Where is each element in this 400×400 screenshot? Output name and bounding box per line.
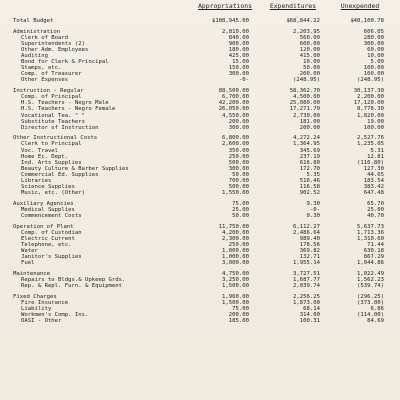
appropriation-value: 425.00 — [228, 53, 249, 60]
appropriation-value: 1,500.00 — [222, 300, 249, 306]
unexpended-value: 84.69 — [367, 318, 384, 325]
expenditure-value: 4,272.24 — [293, 135, 320, 142]
row-label: Libraries — [21, 178, 52, 185]
unexpended-value: 1,820.00 — [357, 112, 384, 119]
row-label: Voc. Travel — [21, 147, 59, 154]
row-label: Clerk of Board — [21, 34, 69, 41]
unexpended-value: 383.42 — [363, 184, 384, 191]
unexpended-value: 1,310.60 — [357, 235, 384, 242]
unexpended-value: $40,100.78 — [350, 18, 384, 24]
expenditure-value: 68.14 — [303, 306, 320, 313]
appropriation-value: 250.00 — [228, 153, 249, 160]
expenditure-value: 200.00 — [299, 124, 320, 131]
expenditure-value: 25,080.00 — [289, 100, 320, 107]
expenditure-value: 17,271.70 — [289, 106, 320, 113]
expenditure-value: 2,486.64 — [293, 229, 320, 236]
appropriation-value: 200.00 — [228, 312, 249, 319]
unexpended-value: 12.81 — [367, 153, 384, 160]
unexpended-value: 867.29 — [363, 254, 384, 261]
row-label: Water — [21, 248, 38, 255]
unexpended-value: 2,527.76 — [357, 135, 384, 142]
appropriation-value: 1,000.00 — [222, 248, 249, 255]
row-label: Other Expenses — [21, 77, 69, 84]
unexpended-value: 65.70 — [367, 200, 384, 207]
appropriation-value: -0- — [238, 77, 249, 84]
unexpended-value: 5.00 — [370, 59, 384, 66]
appropriation-value: 1,550.00 — [222, 190, 249, 197]
expenditure-value: 50.00 — [303, 65, 320, 72]
appropriation-value: 150.00 — [228, 65, 249, 72]
row-label: Comp. of Treasurer — [21, 71, 82, 78]
appropriation-value: 700.00 — [228, 178, 249, 185]
row-label: Superintendents (2) — [21, 40, 85, 47]
appropriation-value: 4,550.00 — [222, 112, 249, 119]
row-label: Substitute Teachers — [21, 118, 85, 125]
budget-row — [0, 18, 400, 24]
unexpended-value: 100.00 — [363, 71, 384, 78]
unexpended-value: 647.48 — [363, 190, 384, 197]
expenditure-value: 516.46 — [299, 178, 320, 185]
row-label: Fuel — [21, 260, 35, 267]
budget-table — [0, 18, 400, 324]
expenditure-value: 600.00 — [299, 40, 320, 47]
unexpended-value: 25.00 — [367, 207, 384, 213]
row-label: Home Ec. Dept. — [21, 153, 69, 160]
expenditure-value: 132.71 — [299, 254, 320, 261]
appropriation-value: 300.00 — [228, 124, 249, 131]
budget-row — [0, 213, 400, 219]
appropriation-value: 900.00 — [228, 40, 249, 47]
expenditure-value: 100.31 — [299, 318, 320, 325]
unexpended-value: 280.00 — [363, 34, 384, 41]
row-label: Medical Supplies — [21, 207, 75, 213]
unexpended-value: 8,778.30 — [357, 106, 384, 113]
appropriation-value: 42,200.00 — [218, 100, 249, 107]
row-label: H.S. Teachers - Negro Male — [21, 100, 109, 107]
expenditure-value: 5.35 — [306, 171, 320, 178]
appropriation-value: 75.00 — [232, 200, 249, 207]
appropriation-value: 300.00 — [228, 71, 249, 78]
row-label: Stamps, etc. — [21, 65, 62, 72]
unexpended-value: 17,120.00 — [353, 100, 384, 107]
expenditure-value: 345.69 — [299, 147, 320, 154]
row-label: Repairs to Bldgs.& Upkeep Grds. — [21, 277, 126, 284]
appropriation-value: 500.00 — [228, 159, 249, 166]
budget-row — [0, 318, 400, 324]
unexpended-value: 300.00 — [363, 40, 384, 47]
appropriation-value: $108,945.00 — [211, 18, 249, 24]
budget-row — [0, 77, 400, 83]
row-label: Music, etc. (Other) — [21, 190, 85, 197]
expenditure-value: 120.00 — [299, 46, 320, 53]
row-label: Telephone, etc. — [21, 242, 72, 249]
row-label: Maintenance — [13, 271, 51, 278]
appropriation-value: 500.00 — [228, 184, 249, 191]
unexpended-value: 630.18 — [363, 248, 384, 255]
row-label: Administration — [13, 28, 61, 35]
unexpended-value: 606.05 — [363, 28, 384, 35]
expenditure-value: 2,730.00 — [293, 112, 320, 119]
appropriation-value: 6,700.00 — [222, 94, 249, 101]
unexpended-value: 1,713.36 — [357, 229, 384, 236]
unexpended-value: (296.25) — [357, 293, 384, 300]
unexpended-value: (116.80) — [357, 159, 384, 166]
expenditure-value: 6,112.27 — [293, 223, 320, 230]
row-label: Janitor's Supplies — [21, 254, 82, 261]
unexpended-value: 1,235.05 — [357, 141, 384, 148]
appropriation-value: 50.00 — [232, 171, 249, 178]
appropriation-value: 15.00 — [232, 59, 249, 66]
row-label: Beauty Culture & Barber Supplies — [21, 165, 129, 172]
expenditure-value: 902.52 — [299, 190, 320, 197]
row-label: Operation of Plant — [13, 223, 74, 230]
appropriation-value: 1,000.00 — [222, 254, 249, 261]
row-label: Vocational Tea. " " — [21, 112, 85, 119]
expenditure-value: 2,203.95 — [293, 28, 320, 35]
appropriations-header: Appropriations — [198, 2, 252, 10]
row-label: H.S. Teachers - Negro Female — [21, 106, 116, 113]
row-label: Director of Instruction — [21, 124, 99, 131]
expenditure-value: 369.82 — [299, 248, 320, 255]
row-label: Rep. & Repl. Furn. & Equipment — [21, 283, 123, 290]
expenditure-value: 1,873.00 — [293, 300, 320, 306]
row-label: Comp. of Custodian — [21, 229, 82, 236]
appropriation-value: 4,200.00 — [222, 229, 249, 236]
unexpended-value: 2,200.00 — [357, 94, 384, 101]
appropriation-value: 185.00 — [228, 318, 249, 325]
appropriation-value: 2,600.00 — [222, 141, 249, 148]
appropriation-value: 3,250.00 — [222, 277, 249, 284]
unexpended-value: 1,022.49 — [357, 271, 384, 278]
unexpended-value: 44.65 — [367, 171, 384, 178]
expenditure-value: 415.00 — [299, 53, 320, 60]
unexpended-value: 10.00 — [367, 53, 384, 60]
row-label: Auxiliary Agencies — [13, 200, 74, 207]
expenditure-value: 616.80 — [299, 159, 320, 166]
row-label: Auditing — [21, 53, 48, 60]
expenditure-value: 2,256.25 — [293, 293, 320, 300]
expenditure-value: 989.40 — [299, 235, 320, 242]
expenditure-value: 1,687.77 — [293, 277, 320, 284]
row-label: Fixed Charges — [13, 293, 57, 300]
appropriation-value: 250.00 — [228, 242, 249, 249]
appropriation-value: 25.00 — [232, 207, 249, 213]
expenditure-value: 4,500.00 — [293, 94, 320, 101]
expenditure-value: 58,362.70 — [289, 88, 320, 95]
row-label: Commercial Ed. Supplies — [21, 171, 99, 178]
unexpended-header: Unexpended — [340, 2, 380, 10]
row-label: Workmen's Comp. Ins. — [21, 312, 89, 319]
appropriation-value: 200.00 — [228, 118, 249, 125]
expenditure-value: 1,364.95 — [293, 141, 320, 148]
appropriation-value: 180.00 — [228, 46, 249, 53]
expenditure-value: 172.70 — [299, 165, 320, 172]
row-label: Other Instructional Costs — [13, 135, 98, 142]
unexpended-value: 30,137.30 — [353, 88, 384, 95]
appropriation-value: 2,300.00 — [222, 235, 249, 242]
expenditures-header: Expenditures — [269, 2, 317, 10]
budget-row — [0, 260, 400, 266]
expenditure-value: 178.56 — [299, 242, 320, 249]
unexpended-value: 5,637.73 — [357, 223, 384, 230]
row-label: Bond for Clerk & Principal — [21, 59, 109, 66]
unexpended-value: 60.00 — [367, 46, 384, 53]
expenditure-value: 560.00 — [299, 34, 320, 41]
expenditure-value: 1,955.14 — [293, 260, 320, 267]
expenditure-value: 9.30 — [306, 200, 320, 207]
unexpended-value: 100.00 — [363, 65, 384, 72]
expenditure-value: 3,727.51 — [293, 271, 320, 278]
row-label: Comp. of Principal — [21, 94, 82, 101]
appropriation-value: 300.00 — [228, 165, 249, 172]
expenditure-value: 2,039.74 — [293, 283, 320, 290]
unexpended-value: (373.00) — [357, 300, 384, 306]
expenditure-value: (248.95) — [293, 77, 320, 84]
unexpended-value: 6.86 — [370, 306, 384, 313]
expenditure-value: 181.00 — [299, 118, 320, 125]
unexpended-value: (539.74) — [357, 283, 384, 290]
unexpended-value: 19.00 — [367, 118, 384, 125]
unexpended-value: 40.70 — [367, 213, 384, 220]
row-label: Liability — [21, 306, 52, 313]
row-label: Electric Current — [21, 235, 75, 242]
row-label: Science Supplies — [21, 184, 75, 191]
appropriation-value: 50.00 — [232, 213, 249, 220]
budget-row — [0, 283, 400, 289]
expenditure-value: 314.00 — [299, 312, 320, 319]
appropriation-value: 2,810.00 — [222, 28, 249, 35]
unexpended-value: 1,044.86 — [357, 260, 384, 267]
row-label: Other Adm. Employees — [21, 46, 89, 53]
appropriation-value: 75.00 — [232, 306, 249, 313]
row-label: Total Budget — [13, 18, 54, 24]
unexpended-value: 100.00 — [363, 124, 384, 131]
row-label: Fire Insurance — [21, 300, 69, 306]
unexpended-value: 127.30 — [363, 165, 384, 172]
unexpended-value: 71.44 — [367, 242, 384, 249]
appropriation-value: 1,500.00 — [222, 283, 249, 290]
appropriation-value: 840.00 — [228, 34, 249, 41]
row-label: Instruction - Regular — [13, 88, 84, 95]
expenditure-value: 116.58 — [299, 184, 320, 191]
appropriation-value: 26,050.00 — [218, 106, 249, 113]
unexpended-value: (248.95) — [357, 77, 384, 84]
unexpended-value: 5.31 — [370, 147, 384, 154]
unexpended-value: 1,562.23 — [357, 277, 384, 284]
budget-row — [0, 190, 400, 196]
row-label: Ind. Arts Supplies — [21, 159, 82, 166]
expenditure-value: 237.19 — [299, 153, 320, 160]
appropriation-value: 1,960.00 — [222, 293, 249, 300]
budget-row — [0, 125, 400, 131]
row-label: Commencement Costs — [21, 213, 82, 220]
expenditure-value: 200.00 — [299, 71, 320, 78]
expenditure-value: $68,844.22 — [286, 18, 320, 24]
expenditure-value: 9.30 — [306, 213, 320, 220]
appropriation-value: 4,750.00 — [222, 271, 249, 278]
expenditure-value: -0- — [309, 207, 320, 213]
row-label: OASI - Other — [21, 318, 62, 325]
unexpended-value: (114.00) — [357, 312, 384, 319]
appropriation-value: 6,800.00 — [222, 135, 249, 142]
expenditure-value: 10.00 — [303, 59, 320, 66]
unexpended-value: 183.54 — [363, 178, 384, 185]
appropriation-value: 350.00 — [228, 147, 249, 154]
appropriation-value: 3,000.00 — [222, 260, 249, 267]
appropriation-value: 11,750.00 — [218, 223, 249, 230]
row-label: Clerk to Principal — [21, 141, 82, 148]
appropriation-value: 88,500.00 — [218, 88, 249, 95]
